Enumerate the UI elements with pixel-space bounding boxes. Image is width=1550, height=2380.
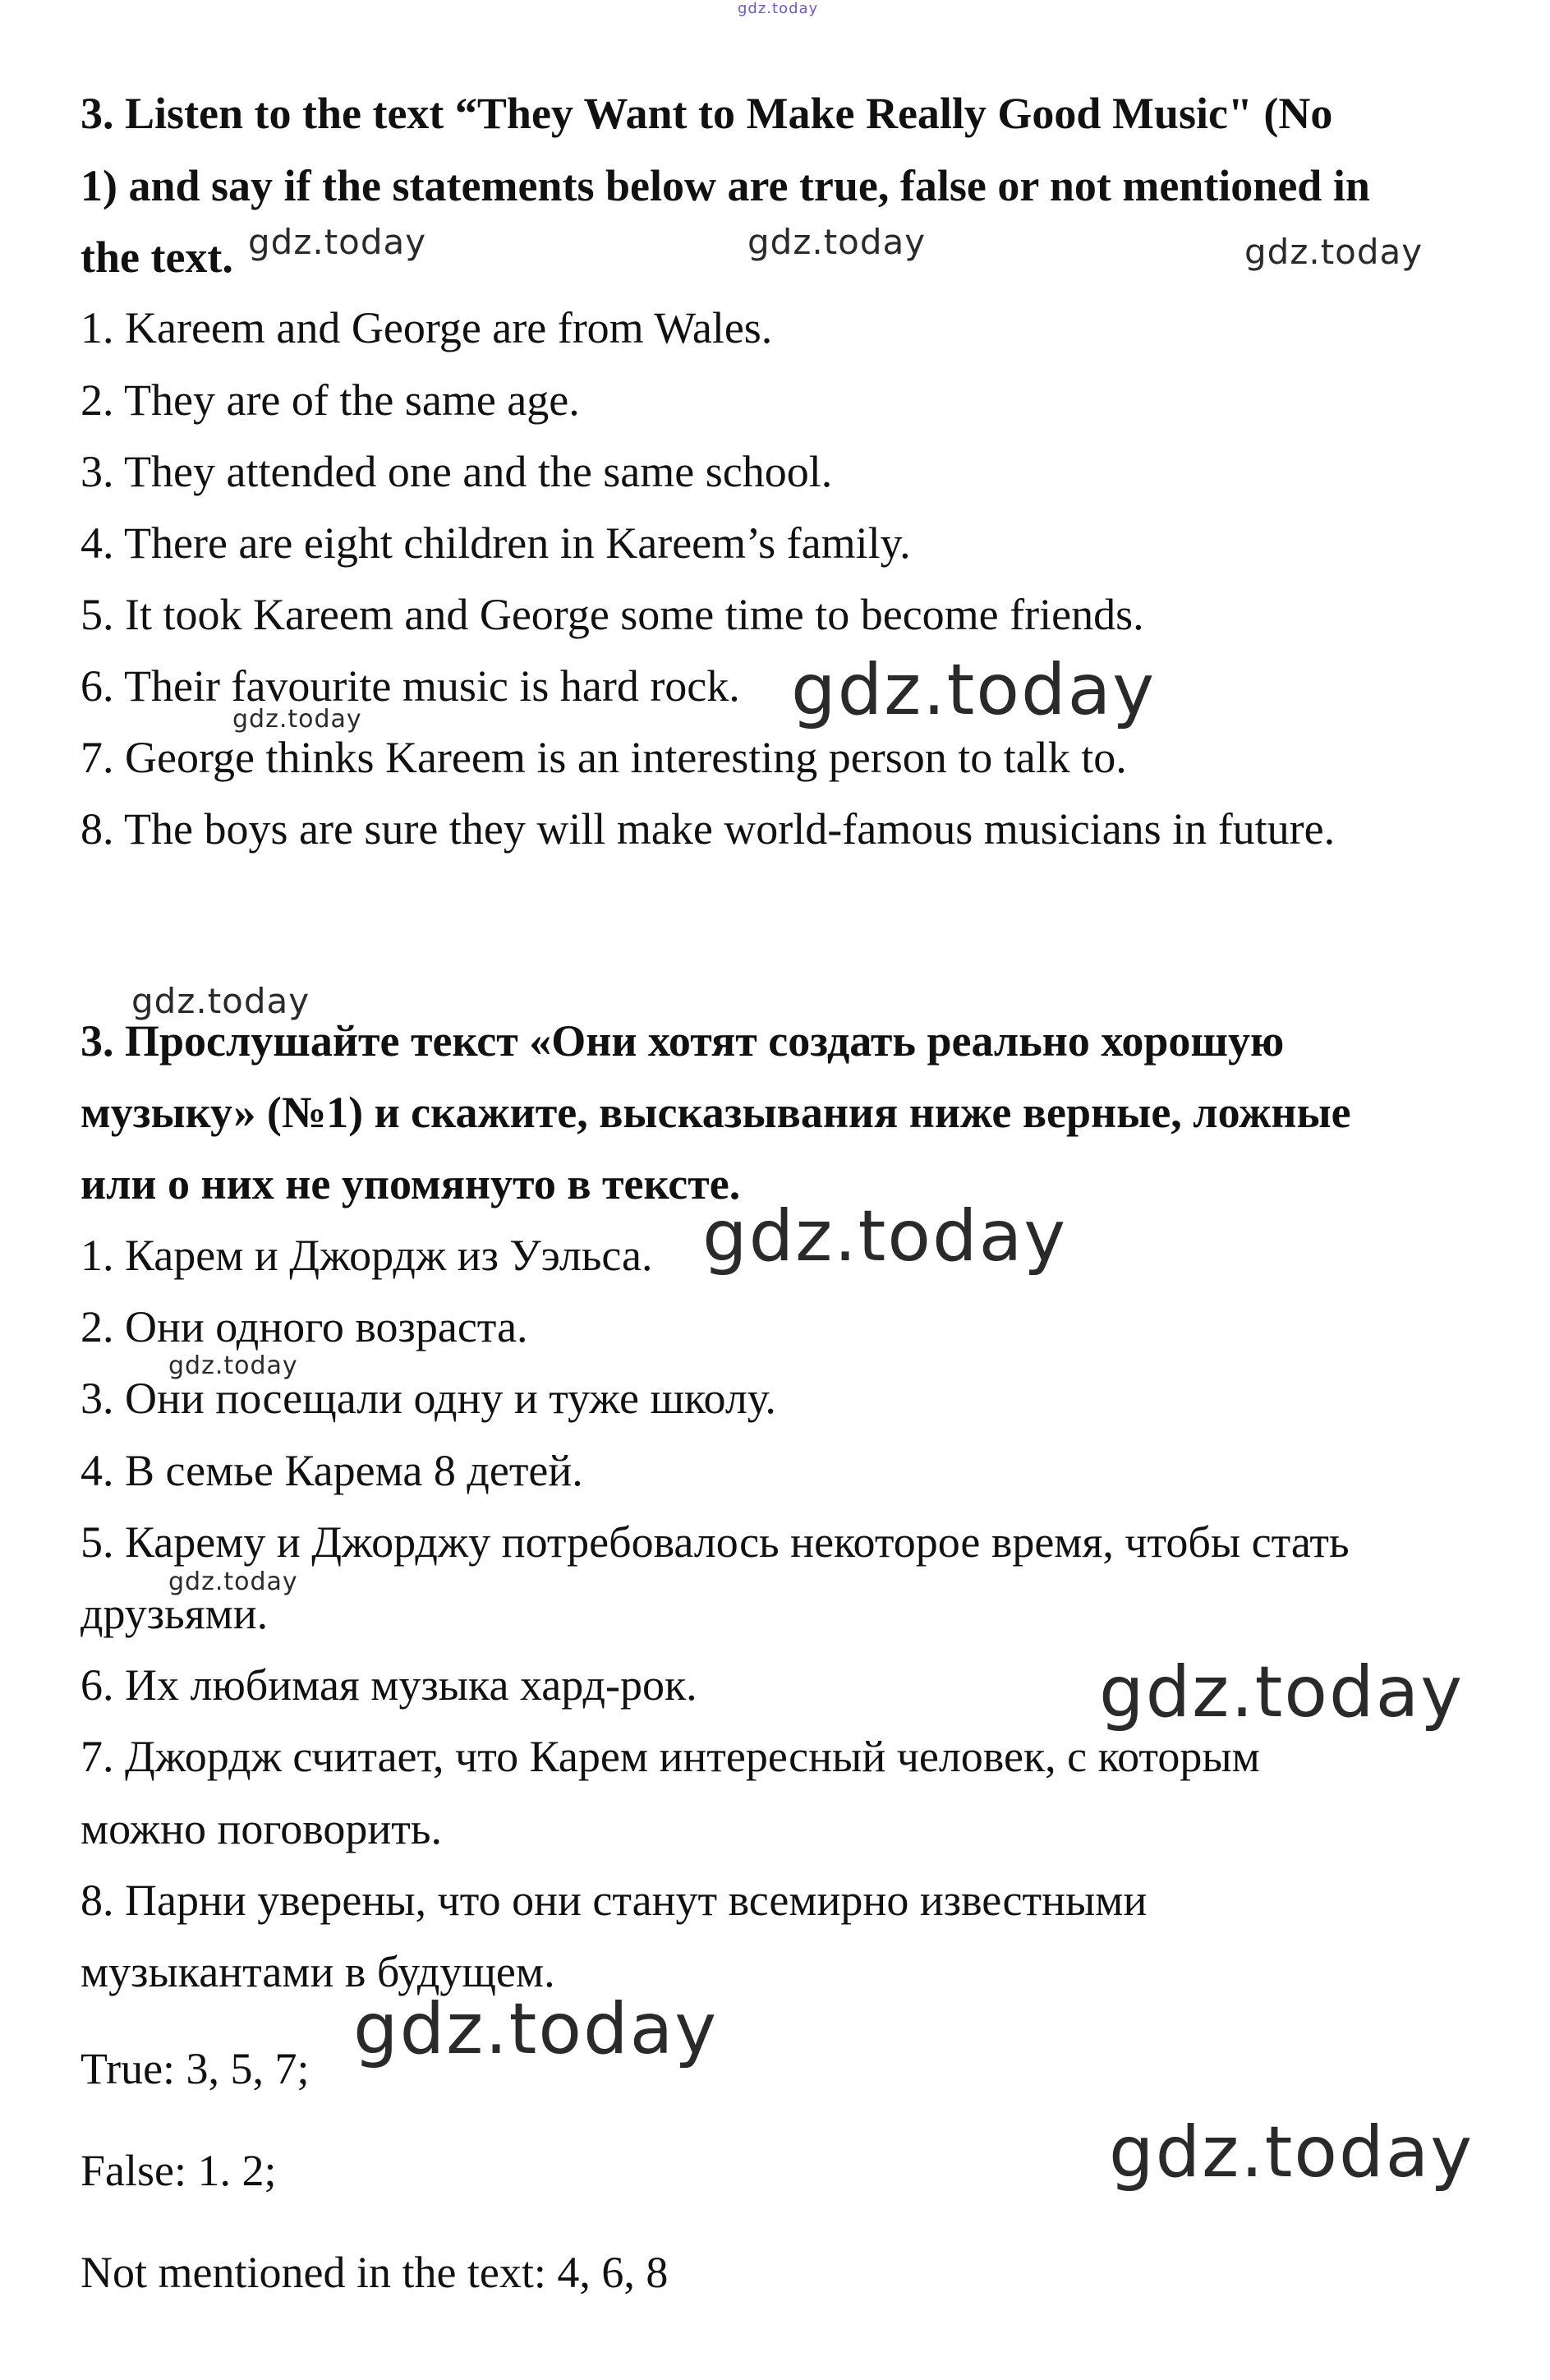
english-title-line-1: 3. Listen to the text “They Want to Make Really Good Music" (No — [80, 89, 1333, 138]
english-statement-6: 6. Their favourite music is hard rock. — [80, 661, 740, 711]
watermark: gdz.today — [747, 222, 927, 262]
watermark: gdz.today — [248, 222, 427, 262]
watermark: gdz.today — [1109, 2111, 1474, 2194]
watermark: gdz.today — [791, 649, 1157, 731]
watermark-top: gdz.today — [738, 0, 819, 17]
russian-statement-3: 3. Они посещали одну и туже школу. — [80, 1374, 776, 1423]
answer-not-mentioned: Not mentioned in the text: 4, 6, 8 — [80, 2248, 669, 2297]
russian-title-line-3: или о них не упомянуто в тексте. — [80, 1159, 741, 1208]
russian-statement-5-line-2: друзьями. — [80, 1589, 269, 1638]
answer-false: False: 1. 2; — [80, 2146, 277, 2195]
watermark: gdz.today — [168, 1567, 298, 1596]
watermark: gdz.today — [1244, 232, 1424, 272]
russian-statement-6: 6. Их любимая музыка хард-рок. — [80, 1660, 697, 1710]
watermark: gdz.today — [1099, 1651, 1465, 1733]
russian-statement-1: 1. Карем и Джордж из Уэльса. — [80, 1231, 653, 1280]
russian-statement-7-line-1: 7. Джордж считает, что Карем интересный человек, с которым — [80, 1732, 1260, 1781]
watermark: gdz.today — [353, 1988, 719, 2070]
russian-statement-7-line-2: можно поговорить. — [80, 1804, 442, 1853]
english-title-line-3: the text. — [80, 232, 233, 282]
watermark: gdz.today — [168, 1351, 298, 1380]
english-statement-4: 4. There are eight children in Kareem’s family. — [80, 518, 911, 568]
watermark: gdz.today — [702, 1195, 1068, 1277]
watermark: gdz.today — [232, 705, 362, 734]
english-statement-1: 1. Kareem and George are from Wales. — [80, 303, 773, 352]
russian-statement-5-line-1: 5. Карему и Джорджу потребовалось некоторое время, чтобы стать — [80, 1517, 1350, 1567]
russian-statement-2: 2. Они одного возраста. — [80, 1302, 528, 1351]
russian-statement-4: 4. В семье Карема 8 детей. — [80, 1446, 583, 1495]
russian-title-line-2: музыку» (№1) и скажите, высказывания ниже верные, ложные — [80, 1088, 1351, 1137]
russian-statement-8-line-2: музыкантами в будущем. — [80, 1947, 555, 1996]
english-statement-8: 8. The boys are sure they will make world-famous musicians in future. — [80, 804, 1336, 854]
english-statement-7: 7. George thinks Kareem is an interesting person to talk to. — [80, 733, 1127, 782]
english-title-line-2: 1) and say if the statements below are true, false or not mentioned in — [80, 161, 1370, 210]
english-statement-3: 3. They attended one and the same school. — [80, 447, 833, 496]
watermark: gdz.today — [131, 981, 310, 1021]
russian-statement-8-line-1: 8. Парни уверены, что они станут всемирно известными — [80, 1876, 1148, 1925]
answer-true: True: 3, 5, 7; — [80, 2044, 310, 2093]
english-statement-2: 2. They are of the same age. — [80, 375, 580, 425]
english-statement-5: 5. It took Kareem and George some time to become friends. — [80, 590, 1144, 639]
russian-title-line-1: 3. Прослушайте текст «Они хотят создать реально хорошую — [80, 1016, 1285, 1066]
